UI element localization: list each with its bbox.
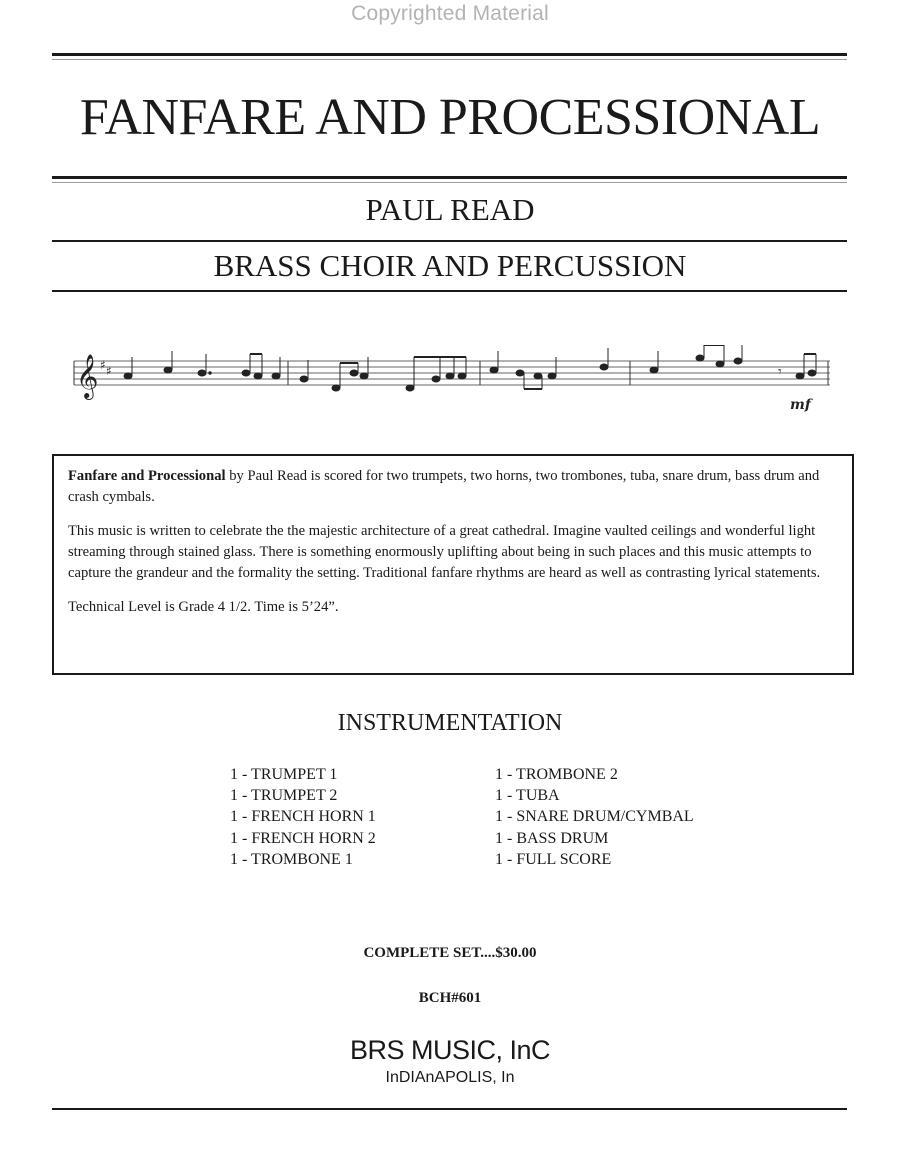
top-rule: [52, 53, 847, 60]
instrumentation-heading: INSTRUMENTATION: [337, 710, 563, 736]
publisher-city: InDIAnAPOLIS, In: [385, 1069, 515, 1086]
description-paragraph-1: [68, 466, 838, 508]
key-signature-icon: ♯: [100, 358, 106, 372]
page-title: FANFARE AND PROCESSIONAL: [79, 89, 821, 146]
treble-clef-icon: 𝄞: [76, 354, 99, 398]
publisher-name: BRS MUSIC, InC: [349, 1035, 551, 1065]
instrument-item: 1 - BASS DRUM: [495, 829, 609, 847]
description-box: [52, 454, 854, 675]
key-signature-icon: ♯: [106, 364, 112, 378]
description-title: Fanfare and Processional: [68, 468, 226, 484]
watermark: Copyrighted Material: [351, 2, 549, 25]
instrumentation-list-left: [230, 764, 376, 870]
instrument-item: 1 - TRUMPET 1: [230, 766, 338, 783]
dynamic-marking: mf: [790, 397, 811, 413]
instrumentation-list-right: [495, 764, 694, 870]
description-paragraph-2: This music is written to celebrate the the majestic architecture of a great cathedral. Imagine vaulted ceilings and wonderful light streaming through stained glass. There is something enormously uplifting about being in such places and this music attempts to capture the grandeur and the formality the setting. Traditional fanfare rhythms are heard as well as contrasting lyrical statements.: [68, 523, 821, 581]
scoring-subtitle: BRASS CHOIR AND PERCUSSION: [213, 248, 687, 283]
instrument-item: 1 - TRUMPET 2: [230, 787, 338, 805]
catalog-number: BCH#601: [418, 990, 482, 1006]
eighth-rest-icon: 𝄾: [778, 364, 782, 380]
description-intro: by Paul Read is scored for two trumpets, two horns, two trombones, tuba, snare drum, bass drum and crash cymbals.: [68, 468, 820, 505]
instrument-item: 1 - TROMBONE 2: [495, 766, 618, 783]
notes: [124, 345, 816, 391]
description-paragraph-3: Technical Level is Grade 4 1/2. Time is 5’24”.: [68, 599, 339, 615]
instrument-item: 1 - FULL SCORE: [495, 850, 612, 868]
scoring-rule: [52, 290, 847, 292]
instrument-item: 1 - FRENCH HORN 1: [230, 808, 376, 826]
music-excerpt: [70, 345, 840, 415]
instrument-item: 1 - TROMBONE 1: [230, 850, 353, 868]
title-bottom-rule: [52, 176, 847, 183]
instrument-item: 1 - SNARE DRUM/CYMBAL: [495, 808, 694, 826]
bottom-rule: [52, 1108, 847, 1110]
instrument-item: 1 - FRENCH HORN 2: [230, 829, 376, 847]
composer-rule: [52, 240, 847, 242]
price: COMPLETE SET....$30.00: [363, 945, 537, 961]
composer-name: PAUL READ: [365, 192, 535, 227]
instrument-item: 1 - TUBA: [495, 787, 560, 805]
